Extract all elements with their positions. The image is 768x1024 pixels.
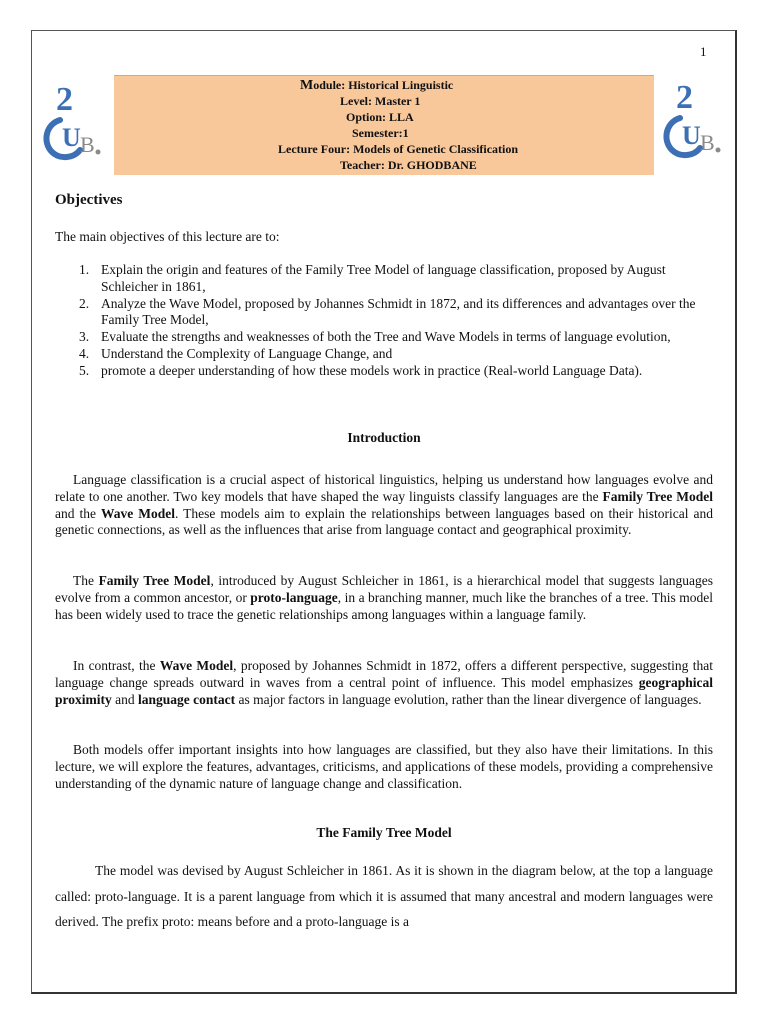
- list-item: 1. Explain the origin and features of the Family Tree Model of language classification, proposed by August Schleicher in 1861,: [79, 262, 666, 294]
- list-item: 3. Evaluate the strengths and weaknesses of both the Tree and Wave Models in terms of language evolution,: [79, 329, 671, 345]
- introduction-paragraph-4: Both models offer important insights into how languages are classified, but they also have their limitations. In this lecture, we will explore the features, advantages, criticisms, and applications of these models, providing a comprehensive understanding of the dynamic nature of language change and classification.: [55, 742, 713, 791]
- university-logo-right: [658, 78, 724, 162]
- introduction-paragraph-1: Language classification is a crucial aspect of historical linguistics, helping us understand how languages evolve and relate to one another. Two key models that have shaped the way linguists classify languages are the Family Tree Model and the Wave Model. These models aim to explain the relationships between languages based on their historical and genetic connections, as well as the influences that arise from language contact and geographical proximity.: [55, 472, 713, 538]
- objectives-intro: The main objectives of this lecture are to:: [55, 229, 280, 244]
- header-module: Module: Historical Linguistic: [300, 78, 454, 93]
- svg-text:2: 2: [56, 81, 73, 118]
- family-tree-heading: The Family Tree Model: [316, 825, 452, 840]
- objectives-heading: Objectives: [55, 192, 123, 208]
- university-logo-left: [40, 80, 106, 164]
- introduction-paragraph-3: In contrast, the Wave Model, proposed by Johannes Schmidt in 1872, offers a different perspective, suggesting that language change spreads outward in waves from a central point of influence. This model emphasizes geographical proximity and language contact as major factors in language evolution, rather than the linear divergence of languages.: [55, 658, 713, 707]
- svg-text:2: 2: [676, 79, 693, 116]
- svg-text:U: U: [682, 121, 701, 150]
- page-number: 1: [700, 44, 707, 59]
- family-tree-paragraph-1: The model was devised by August Schleicher in 1861. As it is shown in the diagram below, at the top a language called: proto-language. It is a parent language from which it is assumed that many ancestral and modern languages were derived. The prefix proto: means before and a proto-language is a: [55, 863, 713, 929]
- introduction-paragraph-2: The Family Tree Model, introduced by August Schleicher in 1861, is a hierarchical model that suggests languages evolve from a common ancestor, or proto-language, in a branching manner, much like the branches of a tree. This model has been widely used to trace the genetic relationships among languages within a language family.: [55, 573, 713, 622]
- objectives-list: [55, 262, 715, 380]
- svg-text:U: U: [62, 123, 81, 152]
- header-option: Option: LLA: [346, 110, 414, 124]
- header-level: Level: Master 1: [340, 94, 421, 108]
- header-lecture: Lecture Four: Models of Genetic Classification: [278, 142, 519, 156]
- list-item: 4. Understand the Complexity of Language Change, and: [79, 345, 393, 361]
- introduction-heading: Introduction: [347, 430, 421, 445]
- course-header: [114, 75, 654, 175]
- header-semester: Semester:1: [352, 126, 409, 140]
- list-item: 2. Analyze the Wave Model, proposed by Johannes Schmidt in 1872, and its differences and advantages over the Family Tree Model,: [79, 295, 696, 328]
- svg-text:B: B: [80, 132, 95, 157]
- header-teacher: Teacher: Dr. GHODBANE: [340, 158, 477, 172]
- list-item: 5. promote a deeper understanding of how these models work in practice (Real-world Language Data).: [79, 362, 643, 378]
- svg-text:B: B: [700, 130, 715, 155]
